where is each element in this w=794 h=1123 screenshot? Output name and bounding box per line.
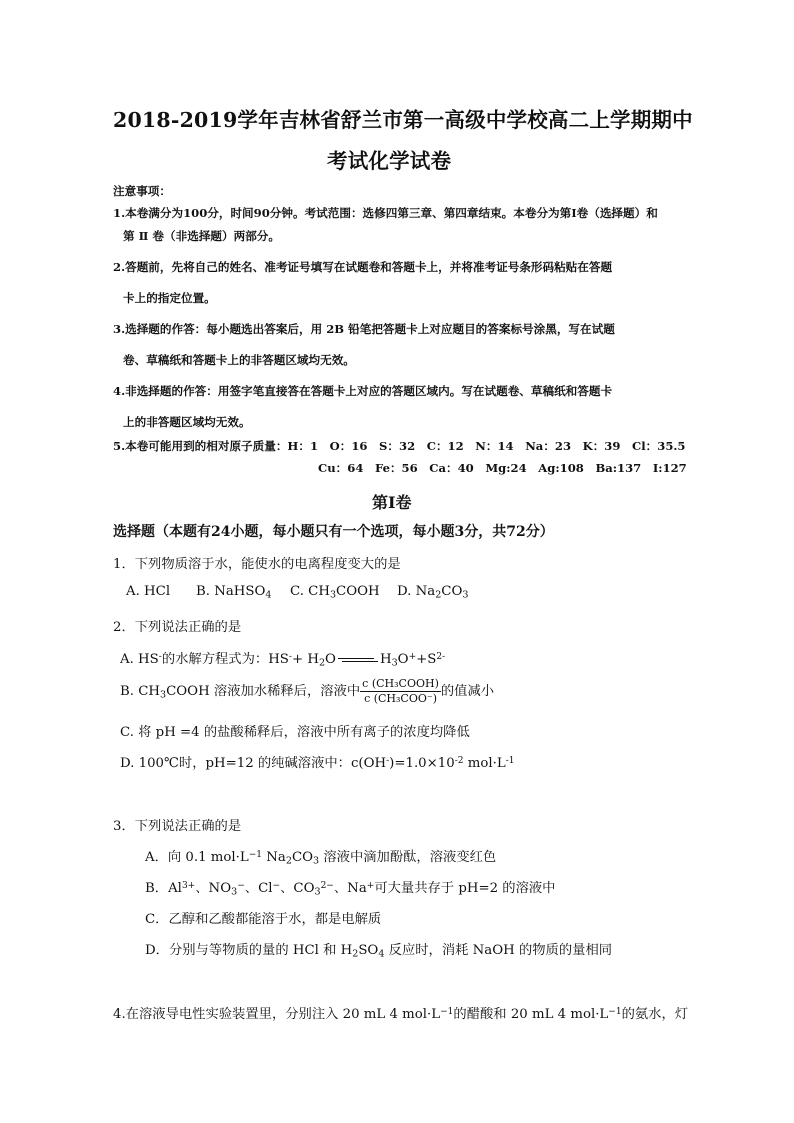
note-3b: 卷、草稿纸和答题卡上的非答题区域均无效。 [123,353,355,367]
note-2a: 2.答题前，先将自己的姓名、准考证号填写在试题卷和答题卡上，并将准考证号条形码粘贴在答题 [113,260,613,274]
q1-option-c: C. $CH_3COOH$ [290,584,380,601]
q2-option-c: C. 将 pH =4 的盐酸稀释后，溶液中所有离子的浓度均降低 [120,725,470,740]
page-title-line1: 2018-2019学年吉林省舒兰市第一高级中学校高二上学期期中 [113,108,693,132]
note-4b: 上的非答题区域均无效。 [123,415,251,429]
note-5a: 5.本卷可能用到的相对原子质量：H：1 O：16 S：32 C：12 N：14 Na：23 K：39 Cl：35.5 [113,439,686,453]
note-5b: Cu：64 Fe：56 Ca：40 Mg:24 Ag:108 Ba:137 I:127 [318,461,687,475]
page-title-line2: 考试化学试卷 [327,149,452,173]
q2-stem: 2．下列说法正确的是 [113,620,242,635]
q1-option-b: B. NaHSO$_4$ [196,584,272,601]
section-title: 第Ⅰ卷 [372,493,412,512]
q3-stem: 3．下列说法正确的是 [113,819,242,834]
q1-option-d: D. $Na_2CO_3$ [397,584,469,601]
q1-option-a: A. HCl [126,584,171,599]
q2-option-b: B. $CH_3COOH$ 溶液加水稀释后，溶液中 $\frac{\text{c (CH₃COOH)}}{\text{c (CH₃COO⁻)}}$ 的值减小 [120,677,495,705]
note-2b: 卡上的指定位置。 [123,291,216,305]
q3-option-c: C．乙醇和乙酸都能溶于水，都是电解质 [145,912,382,927]
note-1a: 1.本卷满分为100分，时间90分钟。考试范围：选修四第三章、第四章结束。本卷分为第Ⅰ卷（选择题）和 [113,206,658,220]
q1-stem: 1．下列物质溶于水，能使水的电离程度变大的是 [113,557,401,572]
note-4a: 4.非选择题的作答：用签字笔直接答在答题卡上对应的答题区域内。写在试题卷、草稿纸和答题卡 [113,384,613,398]
section-instructions: 选择题（本题有24小题，每小题只有一个选项，每小题3分，共72分） [113,524,554,540]
q4-stem: 4.在溶液导电性实验装置里，分别注入 20 mL 4 $mol\cdot L^{-1}$的醋酸和 20 mL 4 $mol\cdot L^{-1}$的氨水，灯 [113,1006,689,1022]
notes-heading: 注意事项： [113,184,171,198]
q3-option-b: B．$Al^{3+}$、$NO_3^-$、Cl−、$CO_3^{2-}$、Na+可大量共存于 pH=2 的溶液中 [145,880,556,898]
equilibrium-arrow-icon [338,656,378,664]
q3-option-d: D．分别与等物质的量的 HCl 和 $H_2SO_4$ 反应时，消耗 NaOH 的物质的量相同 [145,943,613,960]
q2-option-d: D. 100℃时，pH=12 的纯碱溶液中：$c(OH^-)=1.0\times 10^{-2}$ $mol\cdot L^{-1}$ [120,755,515,771]
note-1b: 第 Ⅱ 卷（非选择题）两部分。 [123,229,280,243]
concentration-ratio-fraction: $\frac{\text{c (CH₃COOH)}}{\text{c (CH₃COO⁻)}}$ [362,677,439,705]
q3-option-a: A．向 0.1 $mol\cdot L^{-1}$ $Na_2CO_3$ 溶液中滴加酚酞，溶液变红色 [145,849,497,867]
q2-option-a: A. HS-的水解方程式为：$HS^-+ H_2O$ $H_3O^++S^{2-}$ [120,651,446,669]
note-3a: 3.选择题的作答：每小题选出答案后，用 2B 铅笔把答题卡上对应题目的答案标号涂黑，写在试题 [113,322,615,336]
